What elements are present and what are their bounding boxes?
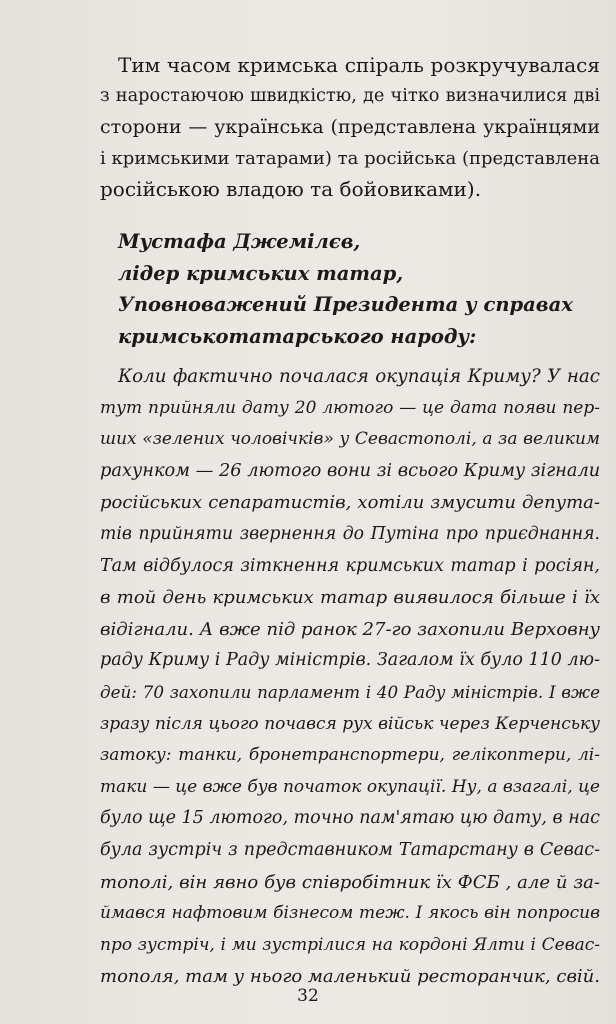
quote-line: тополя, там у нього маленький ресторанчик, свій. (100, 966, 600, 988)
quote-line: російських сепаратистів, хотіли змусити депута- (100, 492, 600, 514)
intro-line: російською владою та бойовиками). (100, 177, 482, 201)
quote-line: затоку: танки, бронетранспортери, гелікоптери, лі- (100, 745, 600, 766)
quote-paragraph (100, 361, 600, 993)
speaker-attribution (100, 226, 600, 352)
speaker-role: лідер кримських татар, (118, 261, 404, 285)
speaker-name: Мустафа Джемілєв, (118, 230, 361, 253)
quote-line: ших «зелених чоловічків» у Севастополі, а за великим (100, 429, 600, 450)
page-number: 32 (297, 986, 319, 1006)
intro-line: і кримськими татарами) та російська (представлена (100, 148, 600, 169)
quote-line: було ще 15 лютого, точно пам'ятаю цю дату, в нас (100, 808, 600, 829)
intro-line: сторони — українська (представлена українцями (100, 116, 600, 138)
quote-line: тут прийняли дату 20 лютого — це дата появи пер- (100, 397, 600, 418)
speaker-role: Уповноважений Президента у справах (118, 293, 573, 316)
intro-paragraph (100, 50, 600, 205)
quote-line: рахунком — 26 лютого вони зі всього Криму зігнали (100, 460, 601, 481)
quote-line: ймався нафтовим бізнесом теж. І якось він попросив (100, 903, 600, 924)
quote-line: відігнали. А вже під ранок 27-го захопили Верховну (100, 618, 600, 640)
quote-line: Коли фактично почалася окупація Криму? У нас (118, 366, 600, 387)
quote-line: була зустріч з представником Татарстану в Севас- (100, 839, 600, 860)
quote-line: дей: 70 захопили парламент і 40 Раду міністрів. І вже (100, 681, 600, 702)
quote-line: тополі, він явно був співробітник їх ФСБ , але й за- (100, 871, 600, 893)
intro-line: з наростаючою швидкістю, де чітко визначилися дві (100, 86, 600, 106)
quote-line: раду Криму і Раду міністрів. Загалом їх було 110 лю- (100, 650, 600, 671)
quote-line: про зустріч, і ми зустрілися на кордоні Ялти і Севас- (100, 934, 600, 955)
intro-line: Тим часом кримська спіраль розкручувалася (118, 53, 600, 77)
quote-line: тів прийняти звернення до Путіна про приєднання. (100, 523, 600, 544)
speaker-role: кримськотатарського народу: (118, 324, 477, 348)
quote-line: Там відбулося зіткнення кримських татар і росіян, (100, 555, 600, 576)
quote-line: таки — це вже був початок окупації. Ну, а взагалі, це (100, 776, 600, 797)
quote-line: в той день кримських татар виявилося більше і їх (100, 587, 600, 609)
quote-line: зразу після цього почався рух військ через Керченську (100, 713, 600, 734)
